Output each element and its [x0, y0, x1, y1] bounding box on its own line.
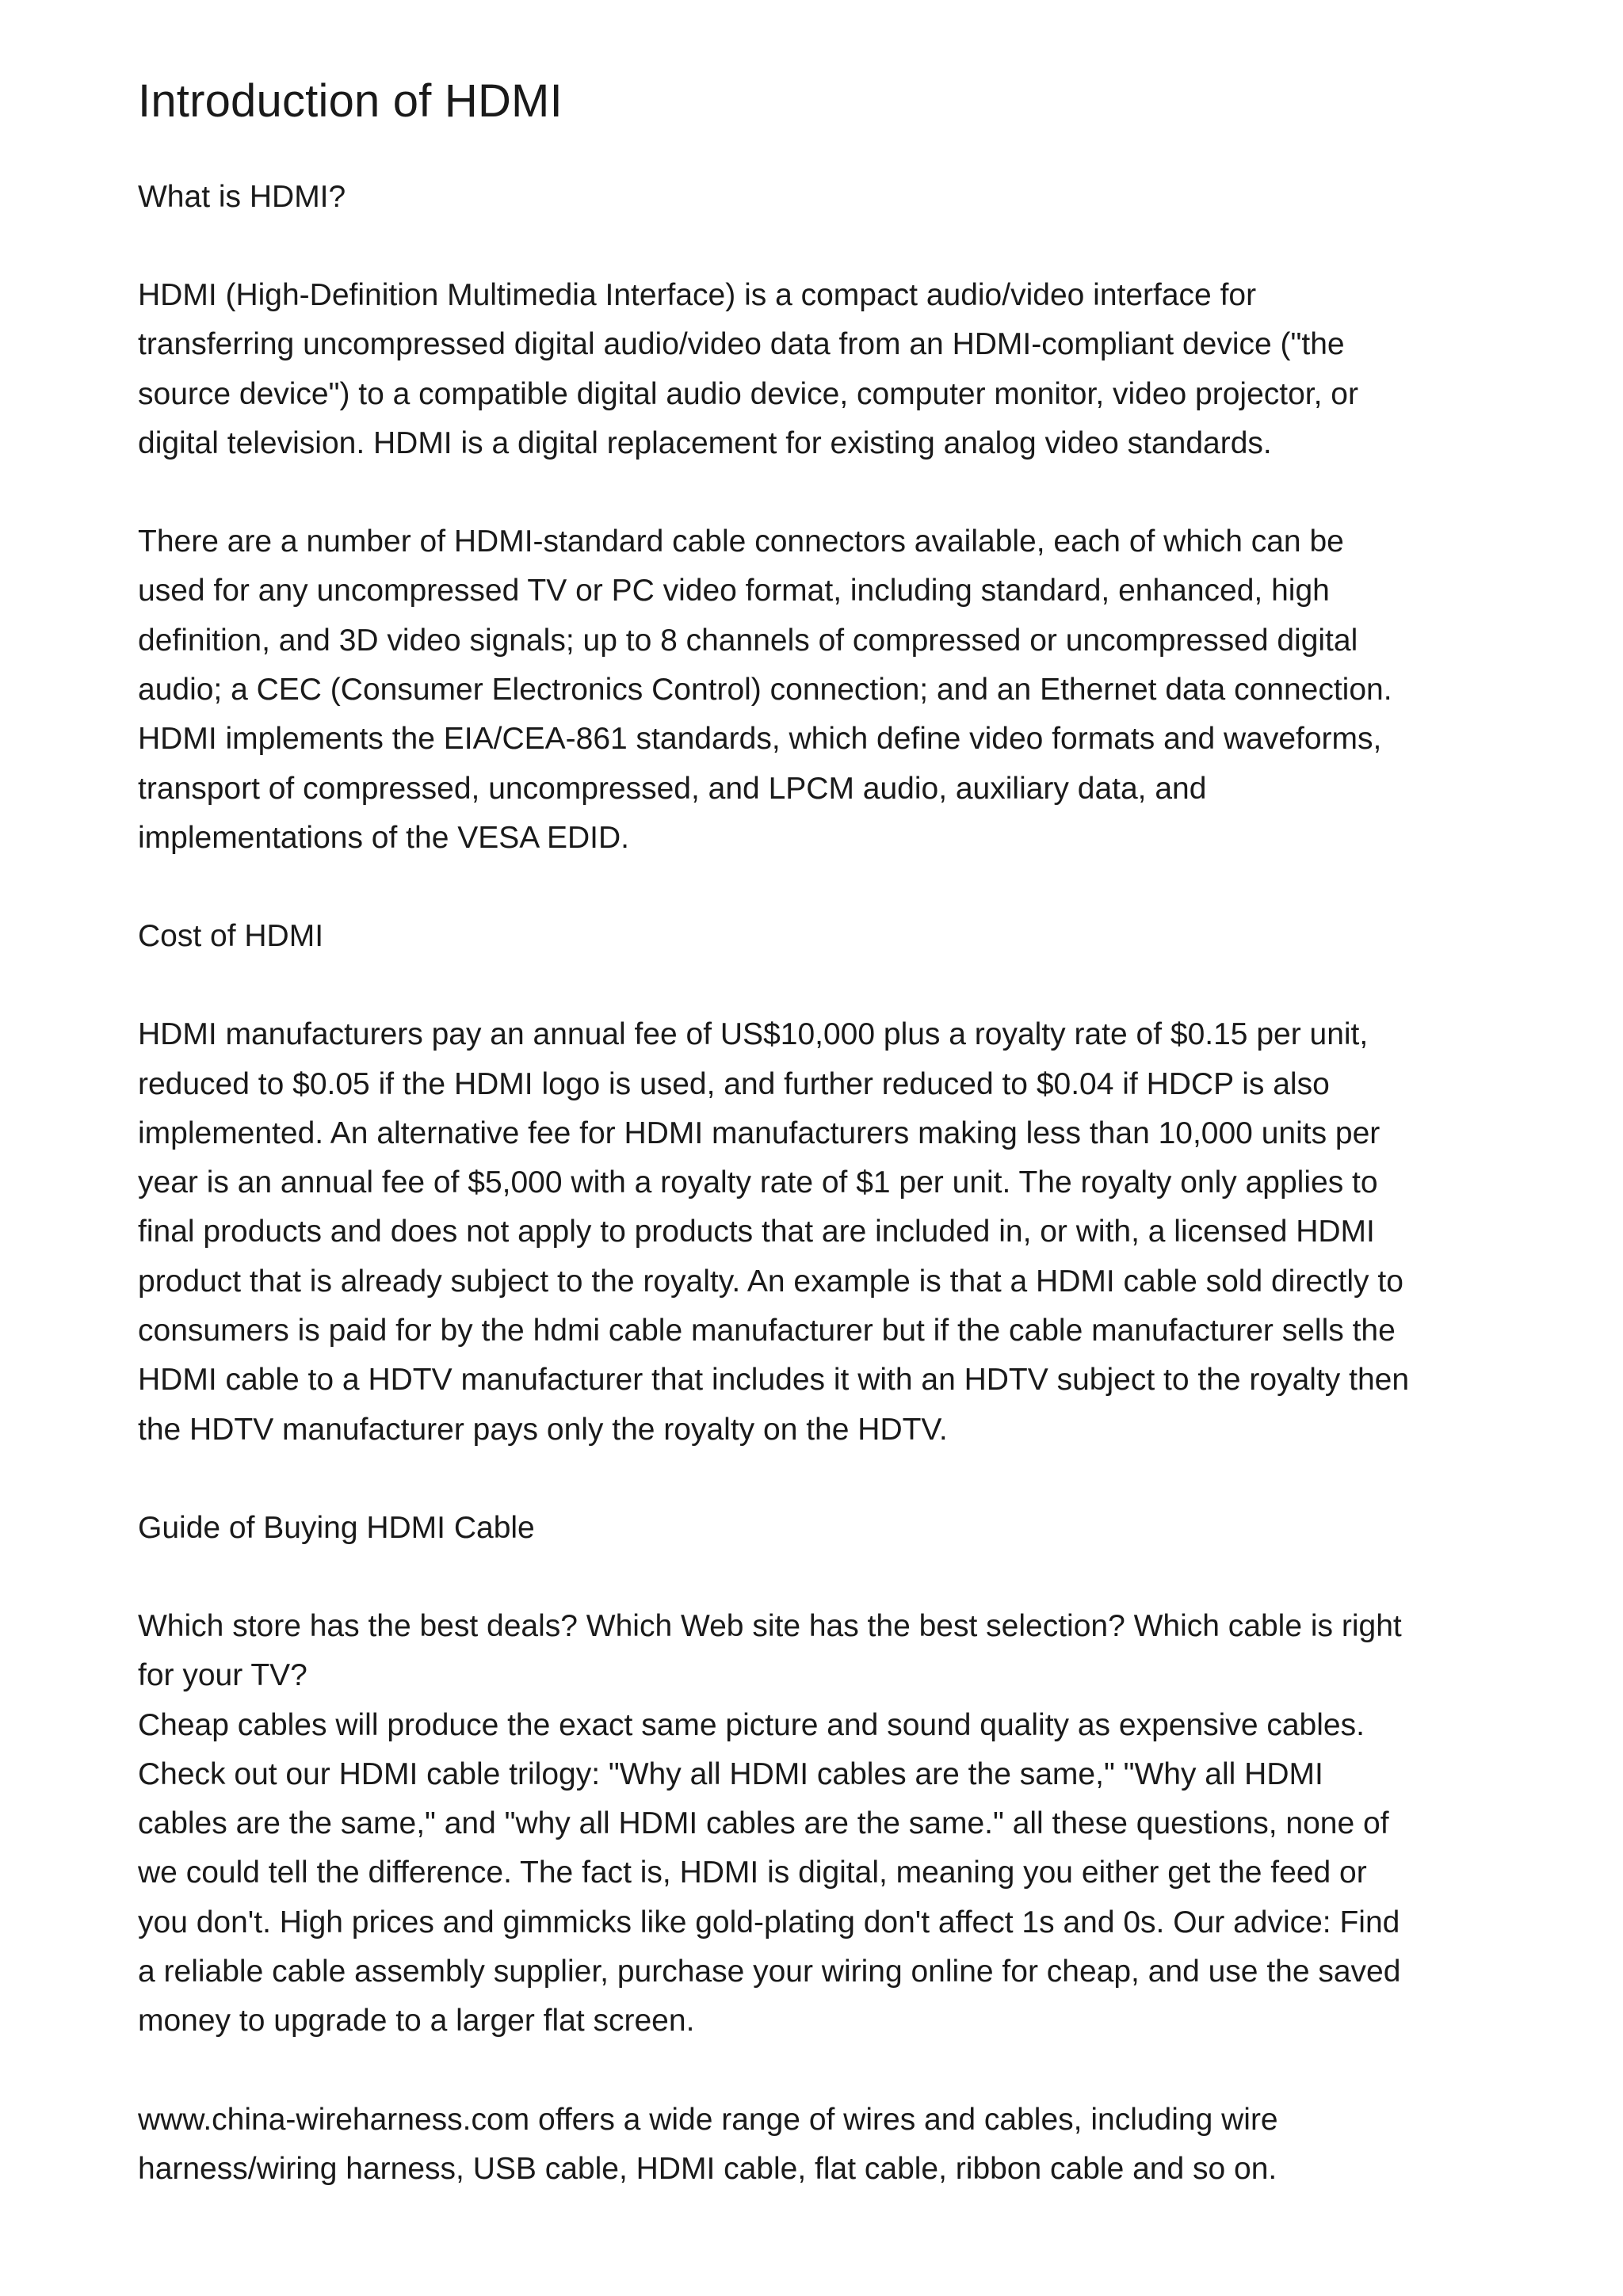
document-title: Introduction of HDMI	[138, 75, 563, 127]
text-line: audio; a CEC (Consumer Electronics Control) connection; and an Ethernet data connection.	[138, 673, 1392, 707]
text-line: the HDTV manufacturer pays only the royalty on the HDTV.	[138, 1412, 948, 1447]
paragraph-hdmi-cost	[138, 1010, 1501, 1455]
text-line: implemented. An alternative fee for HDMI manufacturers making less than 10,000 units per	[138, 1116, 1381, 1150]
paragraph-buying-advice	[138, 1602, 1501, 2046]
text-line: HDMI manufacturers pay an annual fee of US$10,000 plus a royalty rate of $0.15 per unit,	[138, 1017, 1369, 1052]
text-line: money to upgrade to a larger flat screen.	[138, 2004, 695, 2039]
text-line: Check out our HDMI cable trilogy: "Why all HDMI cables are the same," "Why all HDMI	[138, 1756, 1323, 1791]
text-line: HDMI implements the EIA/CEA-861 standards, which define video formats and waveforms,	[138, 722, 1382, 757]
text-line: HDMI (High-Definition Multimedia Interface) is a compact audio/video interface for	[138, 278, 1257, 312]
text-line: transferring uncompressed digital audio/video data from an HDMI-compliant device ("the	[138, 327, 1345, 362]
text-line: consumers is paid for by the hdmi cable manufacturer but if the cable manufacturer sells the	[138, 1314, 1396, 1348]
text-line: you don't. High prices and gimmicks like gold-plating don't affect 1s and 0s. Our advice: Find	[138, 1905, 1400, 1939]
text-line: transport of compressed, uncompressed, and LPCM audio, auxiliary data, and	[138, 771, 1207, 806]
text-line: we could tell the difference. The fact is, HDMI is digital, meaning you either get the feed or	[138, 1855, 1367, 1890]
text-line: HDMI cable to a HDTV manufacturer that includes it with an HDTV subject to the royalty then	[138, 1363, 1410, 1398]
paragraph-hdmi-connectors	[138, 517, 1501, 863]
text-line: Which store has the best deals? Which Web site has the best selection? Which cable is right	[138, 1608, 1402, 1643]
text-line: implementations of the VESA EDID.	[138, 820, 629, 855]
text-line: reduced to $0.05 if the HDMI logo is used, and further reduced to $0.04 if HDCP is also	[138, 1066, 1330, 1101]
text-line: www.china-wireharness.com offers a wide range of wires and cables, including wire	[138, 2102, 1278, 2137]
text-line: source device") to a compatible digital audio device, computer monitor, video projector, or	[138, 376, 1358, 411]
text-line: final products and does not apply to products that are included in, or with, a licensed HDMI	[138, 1215, 1375, 1249]
text-line: year is an annual fee of $5,000 with a royalty rate of $1 per unit. The royalty only applies to	[138, 1165, 1378, 1200]
text-line: a reliable cable assembly supplier, purchase your wiring online for cheap, and use the saved	[138, 1955, 1401, 1989]
text-line: for your TV?	[138, 1658, 307, 1693]
paragraph-hdmi-definition	[138, 271, 1501, 468]
text-line: cables are the same," and "why all HDMI cables are the same." all these questions, none of	[138, 1806, 1389, 1841]
text-line: digital television. HDMI is a digital replacement for existing analog video standards.	[138, 425, 1272, 460]
paragraph-supplier-info	[138, 2096, 1501, 2195]
section-heading-cost-of-hdmi: Cost of HDMI	[138, 919, 324, 954]
section-heading-what-is-hdmi: What is HDMI?	[138, 180, 346, 214]
text-line: Cheap cables will produce the exact same picture and sound quality as expensive cables.	[138, 1707, 1365, 1742]
section-heading-buying-guide: Guide of Buying HDMI Cable	[138, 1510, 535, 1545]
document-page	[138, 70, 1501, 2243]
text-line: There are a number of HDMI-standard cable connectors available, each of which can be	[138, 524, 1344, 559]
text-line: harness/wiring harness, USB cable, HDMI cable, flat cable, ribbon cable and so on.	[138, 2151, 1277, 2186]
text-line: product that is already subject to the royalty. An example is that a HDMI cable sold directly to	[138, 1264, 1403, 1299]
text-line: definition, and 3D video signals; up to 8 channels of compressed or uncompressed digital	[138, 623, 1358, 658]
text-line: used for any uncompressed TV or PC video format, including standard, enhanced, high	[138, 574, 1330, 608]
